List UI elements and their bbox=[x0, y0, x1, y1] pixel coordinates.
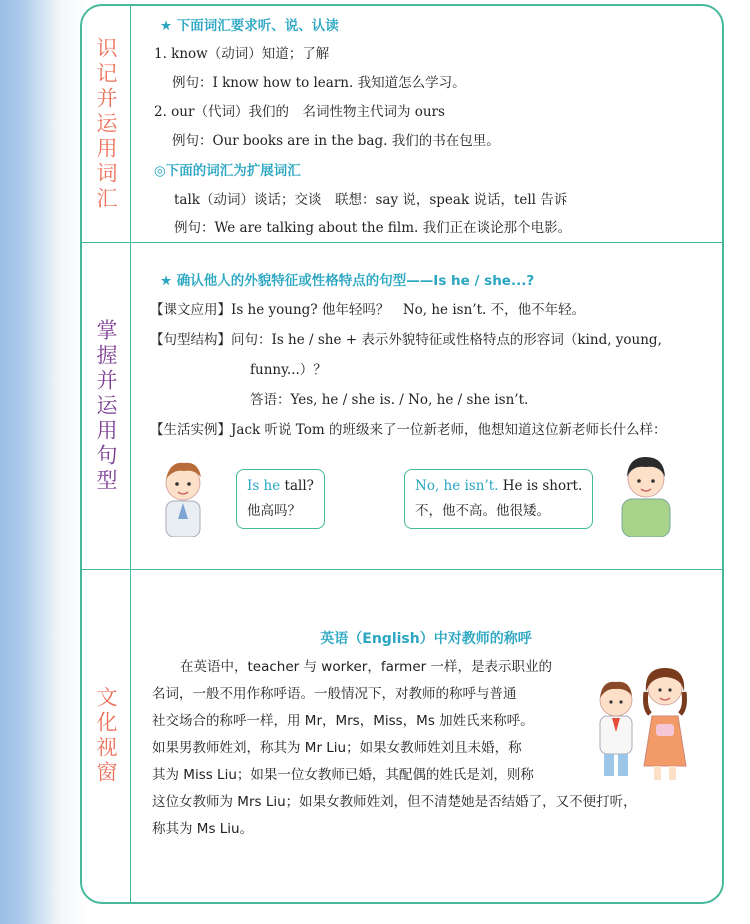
vocab-side-panel bbox=[82, 6, 131, 242]
vocab-item-know: 1. know（动词）知道；了解 bbox=[154, 46, 330, 62]
culture-side-label: 文化视窗 bbox=[94, 686, 118, 786]
culture-title: 英语（English）中对教师的称呼 bbox=[320, 631, 532, 647]
life-text: Jack 听说 Tom 的班级来了一位新老师，他想知道这位新老师长什么样： bbox=[231, 422, 667, 438]
bubble-left-en bbox=[247, 474, 314, 499]
study-card bbox=[80, 4, 724, 904]
vocab-example-talk: 例句：We are talking about the film. 我们正在谈论那个电影。 bbox=[174, 220, 572, 236]
bubble-left-black: tall? bbox=[280, 478, 314, 494]
culture-paragraph bbox=[152, 654, 637, 843]
sentence-content bbox=[130, 243, 722, 569]
culture-line-2: 名词，一般不用作称呼语。一般情况下，对教师的称呼与普通 bbox=[152, 686, 517, 702]
vocab-heading-extended: ◎下面的词汇为扩展词汇 bbox=[154, 163, 301, 179]
vocab-item-talk: talk（动词）谈话；交谈 联想：say 说，speak 说话，tell 告诉 bbox=[174, 192, 568, 208]
bubble-right-en bbox=[415, 474, 582, 499]
bubble-left-blue: Is he bbox=[247, 478, 281, 494]
sentence-life bbox=[150, 418, 666, 438]
vocab-heading-required: ★ 下面词汇要求听、说、认读 bbox=[160, 18, 339, 34]
app-text: Is he young? 他年轻吗？ No, he isn’t. 不，他不年轻。 bbox=[231, 302, 586, 318]
sentence-structure bbox=[150, 328, 662, 348]
struct-label: 【句型结构】 bbox=[150, 332, 231, 348]
culture-content bbox=[130, 570, 722, 902]
culture-line-1: 在英语中，teacher 与 worker，farmer 一样，是表示职业的 bbox=[180, 659, 552, 675]
bubble-right-black: He is short. bbox=[498, 478, 583, 494]
culture-line-4: 如果男教师姓刘，称其为 Mr Liu；如果女教师姓刘且未婚，称 bbox=[152, 740, 522, 756]
sentence-app bbox=[150, 298, 585, 318]
bubble-right-blue: No, he isn’t. bbox=[415, 478, 499, 494]
struct-question: 问句：Is he / she + 表示外貌特征或性格特点的形容词（kind, young, bbox=[231, 332, 662, 348]
teacher-student-illustration bbox=[590, 658, 700, 783]
culture-line-7: 称其为 Ms Liu。 bbox=[152, 821, 254, 837]
bubble-left-cn: 他高吗？ bbox=[247, 503, 301, 519]
speech-bubble-left bbox=[236, 469, 325, 529]
sentence-heading: ★ 确认他人的外貌特征或性格特点的句型——Is he / she...? bbox=[160, 273, 535, 289]
sentence-side-label: 掌握并运用句型 bbox=[94, 318, 118, 494]
vocab-side-label: 识记并运用词汇 bbox=[94, 36, 118, 212]
vocab-example-our: 例句：Our books are in the bag. 我们的书在包里。 bbox=[172, 133, 500, 149]
struct-answer: 答语：Yes, he / she is. / No, he / she isn’t. bbox=[250, 392, 529, 408]
culture-section bbox=[82, 570, 722, 902]
struct-question-cont: funny...）？ bbox=[250, 362, 327, 378]
vocab-example-know: 例句：I know how to learn. 我知道怎么学习。 bbox=[172, 75, 466, 91]
boy-left-illustration bbox=[152, 455, 222, 537]
culture-line-5: 其为 Miss Liu；如果一位女教师已婚，其配偶的姓氏是刘，则称 bbox=[152, 767, 534, 783]
speech-bubble-right bbox=[404, 469, 593, 529]
vocab-item-our: 2. our（代词）我们的 名词性物主代词为 ours bbox=[154, 104, 445, 120]
vocab-section bbox=[82, 6, 722, 243]
boy-right-illustration bbox=[610, 449, 682, 537]
sentence-section bbox=[82, 243, 722, 570]
bubble-right-cn: 不，他不高。他很矮。 bbox=[415, 503, 550, 519]
vocab-content bbox=[130, 6, 722, 242]
app-label: 【课文应用】 bbox=[150, 302, 231, 318]
sentence-side-panel bbox=[82, 243, 131, 569]
culture-line-3: 社交场合的称呼一样，用 Mr，Mrs，Miss，Ms 加姓氏来称呼。 bbox=[152, 713, 534, 729]
culture-side-panel bbox=[82, 570, 131, 902]
life-label: 【生活实例】 bbox=[150, 422, 231, 438]
culture-line-6: 这位女教师为 Mrs Liu；如果女教师姓刘，但不清楚她是否结婚了，又不便打听， bbox=[152, 794, 637, 810]
